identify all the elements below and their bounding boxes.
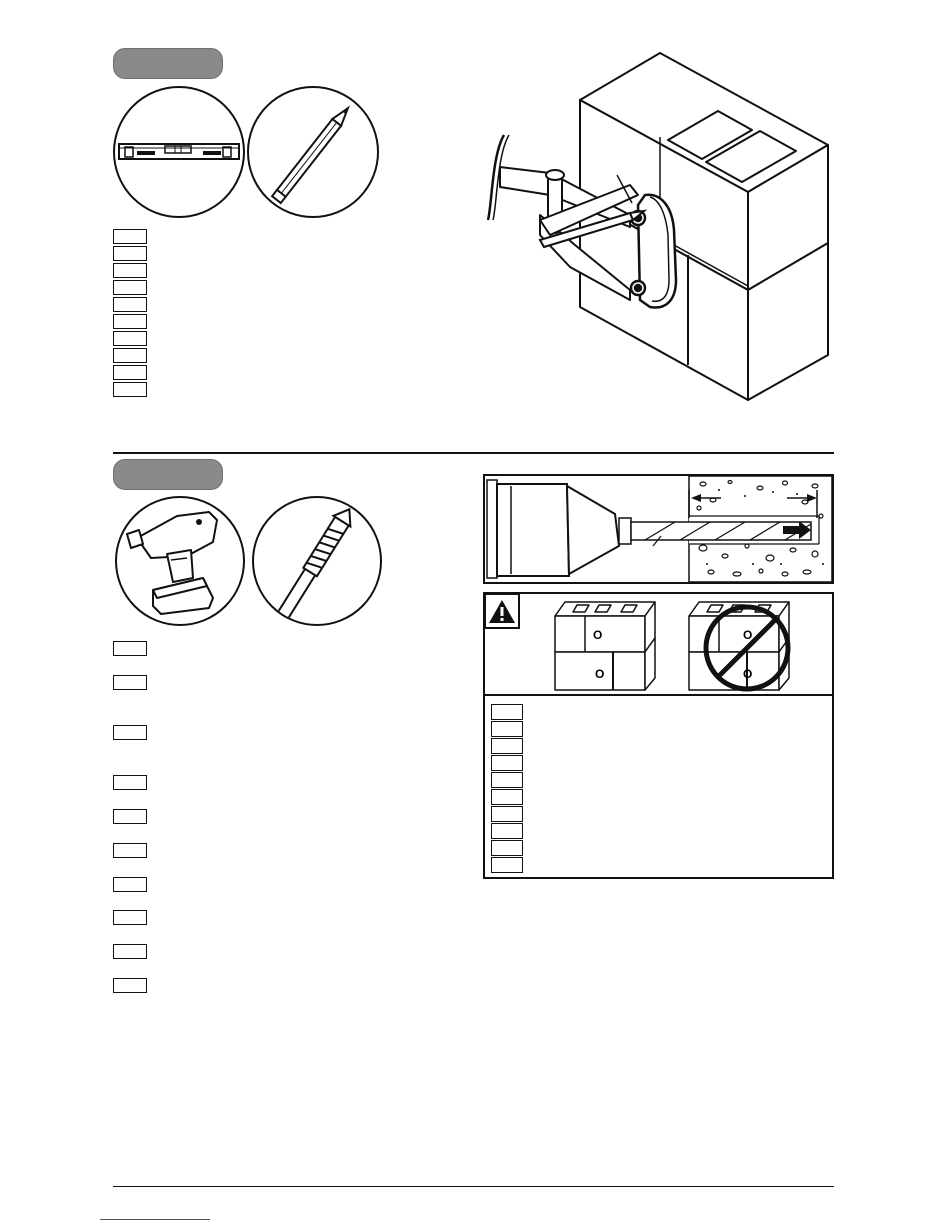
language-code-box	[113, 246, 147, 261]
step-1-badge	[113, 48, 223, 79]
instruction-code-box	[113, 775, 147, 790]
power-drill-icon	[117, 498, 243, 624]
language-code-box	[113, 348, 147, 363]
hole-mark: O	[593, 628, 603, 642]
level-icon	[115, 88, 243, 216]
language-code-box	[113, 280, 147, 295]
language-code-box	[113, 263, 147, 278]
language-code-box	[113, 314, 147, 329]
instruction-code-box	[113, 725, 147, 740]
instruction-code-box	[113, 944, 147, 959]
instruction-code-box	[113, 843, 147, 858]
language-code-box	[491, 721, 523, 737]
instruction-code-box	[113, 809, 147, 824]
hole-mark: O	[743, 667, 753, 681]
language-code-box	[491, 806, 523, 822]
language-code-box	[113, 297, 147, 312]
language-code-box	[113, 365, 147, 380]
block-stack-left	[555, 602, 655, 690]
language-code-box	[491, 840, 523, 856]
pencil-icon	[249, 88, 377, 216]
language-code-box	[491, 857, 523, 873]
instruction-code-box	[113, 910, 147, 925]
language-code-box	[113, 229, 147, 244]
hole-mark: O	[595, 667, 605, 681]
instruction-code-box	[113, 877, 147, 892]
drill-chuck	[567, 486, 619, 574]
language-code-box	[113, 382, 147, 397]
masonry-drill-bit-icon	[254, 498, 380, 624]
drill-into-concrete-illustration	[485, 476, 832, 582]
language-code-box	[113, 331, 147, 346]
power-drill-tool	[115, 496, 245, 626]
footer-rule	[113, 1186, 834, 1187]
language-code-box	[491, 772, 523, 788]
language-code-box	[491, 755, 523, 771]
section-divider	[113, 452, 834, 454]
language-code-box	[491, 789, 523, 805]
hollow-block-warning-panel	[483, 592, 834, 879]
language-code-box	[491, 738, 523, 754]
hole-mark: O	[743, 628, 753, 642]
block-comparison-illustration	[485, 594, 832, 704]
pencil-tool	[247, 86, 379, 218]
language-code-box	[491, 823, 523, 839]
drilling-depth-panel	[483, 474, 834, 584]
instruction-code-box	[113, 675, 147, 690]
mount-marking-illustration	[480, 45, 840, 405]
instruction-code-box	[113, 978, 147, 993]
language-code-box	[491, 704, 523, 720]
instruction-code-box	[113, 641, 147, 656]
drill-body	[487, 480, 497, 578]
footer-link-underline[interactable]	[100, 1219, 210, 1220]
step-2-badge	[113, 459, 223, 490]
level-tool	[113, 86, 245, 218]
drill-bit-tool	[252, 496, 382, 626]
